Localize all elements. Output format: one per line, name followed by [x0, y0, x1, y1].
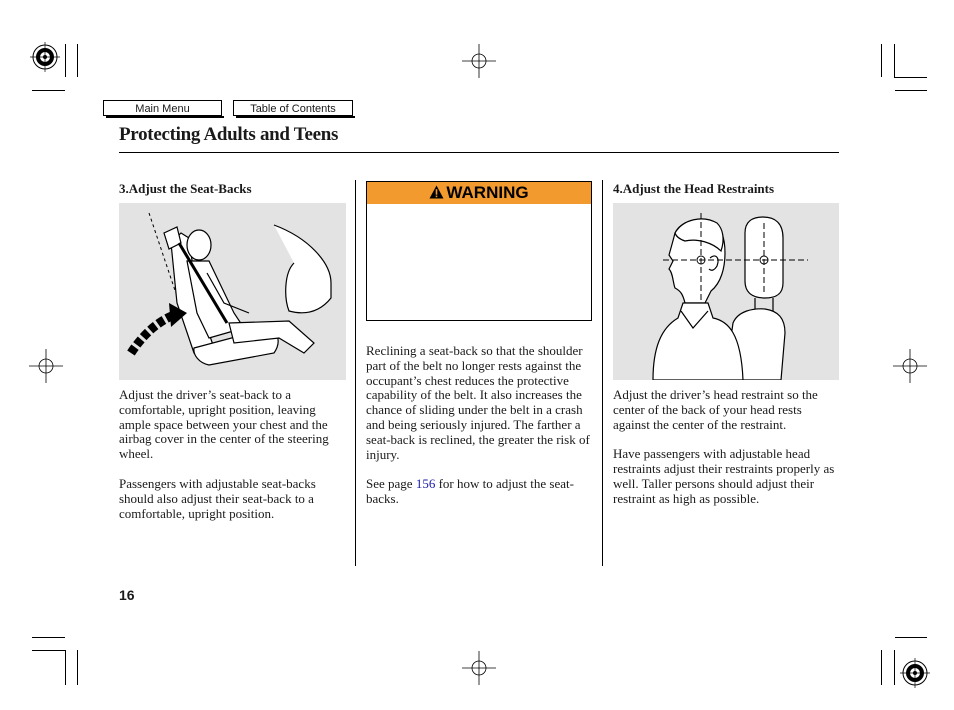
see-page-suffix: for how to adjust the seat-backs.: [366, 476, 574, 507]
seat-backs-heading: 3.Adjust the Seat-Backs: [119, 181, 252, 196]
see-page-prefix: See page: [366, 476, 416, 492]
right-body: [613, 388, 841, 522]
warning-triangle-icon: [429, 185, 444, 199]
head-restraint-illustration: [613, 203, 839, 380]
warning-label: WARNING: [446, 183, 529, 202]
crosshair-icon: [462, 651, 496, 685]
page-number: 16: [119, 587, 135, 603]
left-body: [119, 388, 344, 536]
registration-target-icon: [30, 42, 60, 72]
page-title: Protecting Adults and Teens: [119, 124, 339, 145]
table-of-contents-button[interactable]: Table of Contents: [233, 100, 353, 116]
crosshair-icon: [29, 349, 63, 383]
seat-back-illustration: [119, 203, 346, 380]
crosshair-icon: [893, 349, 927, 383]
warning-box: [366, 181, 592, 321]
passengers-seat-backs-paragraph: Passengers with adjustable seat-backs should also adjust their seat-back to a comfortable, upright position.: [119, 475, 316, 521]
main-menu-button[interactable]: Main Menu: [103, 100, 222, 116]
title-divider: [119, 152, 839, 153]
registration-target-icon: [900, 658, 930, 688]
head-restraints-heading: 4.Adjust the Head Restraints: [613, 181, 775, 196]
crosshair-icon: [462, 44, 496, 78]
page-156-link[interactable]: 156: [415, 476, 436, 492]
seat-backs-paragraph: Adjust the driver’s seat-back to a comfortable, upright position, leaving ample space between your chest and the airbag cover in the center of the steering wheel.: [119, 387, 329, 462]
middle-body: [366, 344, 594, 522]
column-divider: [355, 180, 356, 566]
head-restraint-paragraph: Adjust the driver’s head restraint so the center of the back of your head rests against the center of the restraint.: [613, 387, 818, 432]
reclining-warning-paragraph: Reclining a seat-back so that the shoulder part of the belt no longer rests against the occupant’s chest reduces the protective capability of the belt. It also increases the chance of sliding under the belt in a crash and being seriously injured. The farther a seat-back is reclined, the greater the risk of injury.: [366, 343, 590, 462]
see-page-paragraph: [366, 477, 594, 507]
passengers-head-restraint-paragraph: Have passengers with adjustable head restraints adjust their restraints properly as well. Taller persons should adjust their restraint as high as possible.: [613, 446, 835, 506]
column-divider: [602, 180, 603, 566]
warning-bar: [367, 182, 591, 204]
